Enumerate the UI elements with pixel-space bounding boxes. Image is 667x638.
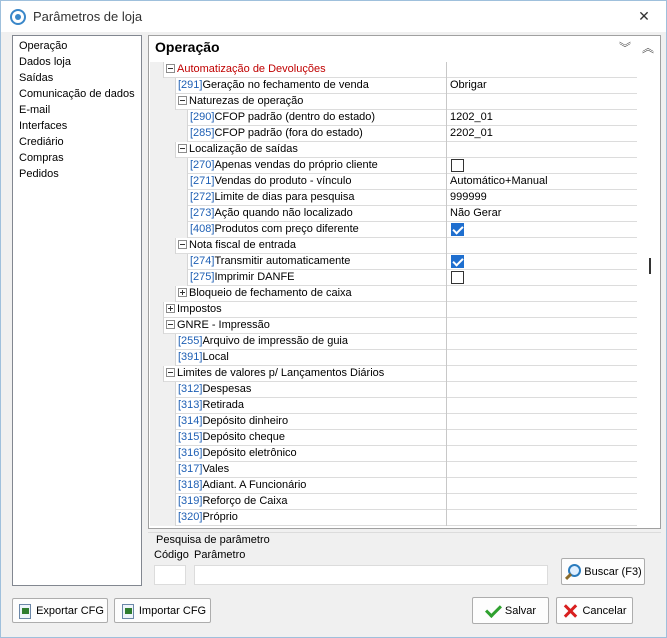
- parameter-code: [318]: [178, 479, 203, 491]
- parameter-label: Naturezas de operação: [189, 95, 304, 107]
- close-button[interactable]: ✕: [638, 8, 650, 24]
- row-indent: [150, 350, 176, 366]
- parameter-value[interactable]: [446, 94, 637, 110]
- parameter-name: [166, 318, 270, 334]
- scrollbar-thumb[interactable]: [649, 258, 651, 274]
- search-button[interactable]: [561, 558, 645, 585]
- parameter-row[interactable]: [150, 286, 637, 302]
- row-indent: [150, 142, 176, 158]
- checkbox-checked[interactable]: [451, 223, 464, 236]
- parameter-code: [255]: [178, 335, 203, 347]
- parameter-label: Limite de dias para pesquisa: [214, 191, 355, 203]
- row-indent: [150, 190, 188, 206]
- parameter-code: [315]: [178, 431, 203, 443]
- search-legend: Pesquisa de parâmetro: [156, 534, 270, 546]
- parameter-value[interactable]: [446, 510, 637, 526]
- parameter-row[interactable]: [150, 94, 637, 110]
- parameter-label: GNRE - Impressão: [177, 319, 270, 331]
- parameter-row[interactable]: [150, 414, 637, 430]
- parameter-name: [178, 398, 244, 414]
- parameter-code: [271]: [190, 175, 215, 187]
- parameter-row[interactable]: [150, 142, 637, 158]
- parameter-code: [275]: [190, 271, 215, 283]
- parameter-name: [166, 366, 384, 382]
- parameter-value[interactable]: [446, 318, 637, 334]
- parameter-label: Adiant. A Funcionário: [202, 479, 307, 491]
- export-icon: [16, 603, 32, 619]
- import-icon: [119, 603, 135, 619]
- row-indent: [150, 238, 176, 254]
- collapse-icon[interactable]: [178, 144, 187, 153]
- parameter-label: Local: [202, 351, 229, 363]
- parameter-row[interactable]: [150, 254, 637, 270]
- parameter-name: [178, 286, 352, 302]
- parameter-row[interactable]: [150, 430, 637, 446]
- sidebar-item[interactable]: Crediário: [19, 136, 64, 148]
- row-indent: [150, 462, 176, 478]
- sidebar-item[interactable]: Interfaces: [19, 120, 68, 132]
- row-indent: [150, 254, 188, 270]
- parameter-name: [190, 254, 350, 270]
- parameter-value[interactable]: [446, 478, 637, 494]
- parameter-row[interactable]: [150, 110, 637, 126]
- parameter-value[interactable]: [446, 238, 637, 254]
- parameter-value[interactable]: Obrigar: [446, 78, 637, 94]
- parameter-label: Imprimir DANFE: [214, 271, 295, 283]
- row-indent: [150, 206, 188, 222]
- parameter-code: [273]: [190, 207, 215, 219]
- export-cfg-button[interactable]: [12, 598, 108, 623]
- parameter-search-group: [148, 532, 661, 588]
- parameter-name: [178, 494, 287, 510]
- parameter-row[interactable]: [150, 382, 637, 398]
- parameter-value[interactable]: [446, 430, 637, 446]
- parameter-label: Retirada: [202, 399, 245, 411]
- cancel-icon: [562, 603, 578, 619]
- parameter-row[interactable]: [150, 350, 637, 366]
- parameter-name: [190, 126, 363, 142]
- parameter-name: [166, 62, 326, 78]
- parameter-label: Geração no fechamento de venda: [202, 79, 369, 91]
- parameter-label: Arquivo de impressão de guia: [202, 335, 348, 347]
- parameter-label: Próprio: [202, 511, 238, 523]
- row-indent: [150, 62, 164, 78]
- parameter-row[interactable]: [150, 126, 637, 142]
- parameter-value[interactable]: [446, 302, 637, 318]
- parameter-label: Localização de saídas: [189, 143, 298, 155]
- row-indent: [150, 494, 176, 510]
- parameter-name: [178, 94, 303, 110]
- parameter-label: Transmitir automaticamente: [214, 255, 351, 267]
- import-cfg-button[interactable]: [114, 598, 211, 623]
- parameter-row[interactable]: [150, 158, 637, 174]
- parameter-row[interactable]: [150, 462, 637, 478]
- parameter-label: Vales: [202, 463, 230, 475]
- parameter-value[interactable]: [446, 62, 637, 78]
- parameter-value[interactable]: 999999: [446, 190, 637, 206]
- parameter-label: Apenas vendas do próprio cliente: [214, 159, 378, 171]
- sidebar-item[interactable]: Comunicação de dados: [19, 88, 135, 100]
- parameter-label: Impostos: [177, 303, 222, 315]
- row-indent: [150, 414, 176, 430]
- checkbox-unchecked[interactable]: [451, 159, 464, 172]
- parameter-value[interactable]: [446, 494, 637, 510]
- parameter-row[interactable]: [150, 270, 637, 286]
- parameter-name: [190, 270, 295, 286]
- parameter-code: [316]: [178, 447, 203, 459]
- parameter-name: [178, 334, 348, 350]
- row-indent: [150, 382, 176, 398]
- parameter-value[interactable]: Não Gerar: [446, 206, 637, 222]
- parameter-value[interactable]: [446, 350, 637, 366]
- row-indent: [150, 334, 176, 350]
- parameter-value[interactable]: [446, 414, 637, 430]
- sidebar-item[interactable]: Compras: [19, 152, 64, 164]
- import-button-label: Importar CFG: [138, 604, 207, 617]
- parameter-code: [291]: [178, 79, 203, 91]
- parameter-row[interactable]: [150, 318, 637, 334]
- parameter-label: Depósito dinheiro: [202, 415, 289, 427]
- parameter-name: [178, 478, 306, 494]
- parameter-name: [178, 430, 285, 446]
- parameter-label: Despesas: [202, 383, 252, 395]
- parameter-label: Ação quando não localizado: [214, 207, 353, 219]
- row-indent: [150, 366, 164, 382]
- parameter-label: Nota fiscal de entrada: [189, 239, 297, 251]
- parameter-name: [178, 78, 369, 94]
- row-indent: [150, 270, 188, 286]
- cancel-button[interactable]: [556, 597, 633, 624]
- checkbox-checked[interactable]: [451, 255, 464, 268]
- sidebar-item[interactable]: E-mail: [19, 104, 51, 116]
- parameter-name: [190, 110, 375, 126]
- parameter-label: Depósito cheque: [202, 431, 286, 443]
- parameter-code: [285]: [190, 127, 215, 139]
- parameter-code: [320]: [178, 511, 203, 523]
- search-icon: [564, 564, 580, 580]
- parameter-name: [178, 142, 298, 158]
- row-indent: [150, 78, 176, 94]
- parameter-value[interactable]: [446, 334, 637, 350]
- parameter-row[interactable]: [150, 62, 637, 78]
- collapse-icon[interactable]: [178, 240, 187, 249]
- checkbox-unchecked[interactable]: [451, 271, 464, 284]
- parameter-row[interactable]: [150, 334, 637, 350]
- search-button-label: Buscar (F3): [584, 565, 642, 578]
- parameter-label: Automatização de Devoluções: [177, 63, 326, 75]
- parameter-value[interactable]: [446, 446, 637, 462]
- export-button-label: Exportar CFG: [36, 604, 104, 617]
- parameter-code: [317]: [178, 463, 203, 475]
- parameter-row[interactable]: [150, 478, 637, 494]
- parameter-row[interactable]: [150, 206, 637, 222]
- parameter-row[interactable]: [150, 398, 637, 414]
- sidebar-item[interactable]: Saídas: [19, 72, 54, 84]
- parameter-row[interactable]: [150, 446, 637, 462]
- parameter-name: [178, 238, 296, 254]
- parameter-row[interactable]: [150, 302, 637, 318]
- collapse-all-icon[interactable]: ︾: [618, 41, 631, 55]
- parameter-name: [190, 174, 351, 190]
- row-indent: [150, 446, 176, 462]
- parameter-value[interactable]: [446, 366, 637, 382]
- parameter-label: CFOP padrão (fora do estado): [214, 127, 363, 139]
- row-indent: [150, 478, 176, 494]
- parameter-name: [166, 302, 222, 318]
- param-label: Parâmetro: [194, 549, 246, 561]
- parameter-label: Depósito eletrônico: [202, 447, 297, 459]
- row-indent: [150, 430, 176, 446]
- expand-all-icon[interactable]: ︽: [641, 41, 654, 55]
- parameter-code: [312]: [178, 383, 203, 395]
- row-indent: [150, 222, 188, 238]
- parameter-row[interactable]: [150, 238, 637, 254]
- panel-title: Operação: [155, 39, 220, 55]
- parameter-row[interactable]: [150, 78, 637, 94]
- row-indent: [150, 94, 176, 110]
- parameter-value[interactable]: Automático+Manual: [446, 174, 637, 190]
- parameter-row[interactable]: [150, 366, 637, 382]
- parameter-value[interactable]: 1202_01: [446, 110, 637, 126]
- cancel-button-label: Cancelar: [582, 604, 627, 617]
- parameter-value[interactable]: [446, 382, 637, 398]
- row-indent: [150, 110, 188, 126]
- collapse-icon[interactable]: [166, 320, 175, 329]
- code-label: Código: [154, 549, 189, 561]
- sidebar-item[interactable]: Operação: [19, 40, 68, 52]
- parameter-label: Vendas do produto - vínculo: [214, 175, 352, 187]
- parameter-label: Produtos com preço diferente: [214, 223, 359, 235]
- parameter-name: [178, 350, 229, 366]
- parameter-label: CFOP padrão (dentro do estado): [214, 111, 376, 123]
- parameter-code: [391]: [178, 351, 203, 363]
- parameter-code: [272]: [190, 191, 215, 203]
- parameter-value[interactable]: [446, 142, 637, 158]
- parameter-value[interactable]: [446, 222, 637, 238]
- parameter-name: [178, 446, 297, 462]
- parameter-row[interactable]: [150, 494, 637, 510]
- parameter-value[interactable]: [446, 270, 637, 286]
- parameter-name: [190, 190, 355, 206]
- parameter-value[interactable]: [446, 286, 637, 302]
- parameter-code: [319]: [178, 495, 203, 507]
- parameter-code: [314]: [178, 415, 203, 427]
- row-indent: [150, 174, 188, 190]
- parameter-name: [190, 158, 378, 174]
- row-indent: [150, 126, 188, 142]
- app-icon: [10, 9, 26, 25]
- parameters-grid: [150, 62, 637, 528]
- parameter-code: [408]: [190, 223, 215, 235]
- window-title: Parâmetros de loja: [33, 9, 143, 24]
- row-indent: [150, 318, 164, 334]
- parameter-name: [190, 222, 359, 238]
- parameter-code: [313]: [178, 399, 203, 411]
- collapse-icon[interactable]: [166, 64, 175, 73]
- parameter-value[interactable]: [446, 254, 637, 270]
- parameter-label: Limites de valores p/ Lançamentos Diários: [177, 367, 385, 379]
- parameter-value[interactable]: 2202_01: [446, 126, 637, 142]
- row-indent: [150, 286, 176, 302]
- parameter-label: Reforço de Caixa: [202, 495, 288, 507]
- row-indent: [150, 302, 164, 318]
- parameter-name: [178, 462, 229, 478]
- parameter-name: [178, 510, 238, 526]
- parameter-name: [190, 206, 353, 222]
- parameter-name: [178, 414, 288, 430]
- code-input[interactable]: [154, 565, 186, 585]
- parameter-code: [290]: [190, 111, 215, 123]
- parameters-panel: [148, 35, 661, 529]
- parameter-value[interactable]: [446, 462, 637, 478]
- sidebar-item[interactable]: Dados loja: [19, 56, 71, 68]
- parameter-row[interactable]: [150, 222, 637, 238]
- row-indent: [150, 158, 188, 174]
- parameter-name: [178, 382, 251, 398]
- parameter-row[interactable]: [150, 174, 637, 190]
- parameter-code: [270]: [190, 159, 215, 171]
- parameter-code: [274]: [190, 255, 215, 267]
- sidebar-item[interactable]: Pedidos: [19, 168, 59, 180]
- vertical-scrollbar[interactable]: [641, 62, 659, 528]
- row-indent: [150, 510, 176, 526]
- parameter-row[interactable]: [150, 190, 637, 206]
- parameter-value[interactable]: [446, 158, 637, 174]
- param-input[interactable]: [194, 565, 548, 585]
- parameter-row[interactable]: [150, 510, 637, 526]
- title-bar: [1, 1, 666, 32]
- collapse-icon[interactable]: [166, 368, 175, 377]
- parameter-label: Bloqueio de fechamento de caixa: [189, 287, 352, 299]
- save-button-label: Salvar: [504, 604, 537, 617]
- expand-icon[interactable]: [166, 304, 175, 313]
- check-icon: [485, 603, 501, 619]
- row-indent: [150, 398, 176, 414]
- panel-header: [149, 36, 660, 60]
- collapse-icon[interactable]: [178, 96, 187, 105]
- category-list: [12, 35, 142, 586]
- expand-icon[interactable]: [178, 288, 187, 297]
- parameter-value[interactable]: [446, 398, 637, 414]
- save-button[interactable]: [472, 597, 549, 624]
